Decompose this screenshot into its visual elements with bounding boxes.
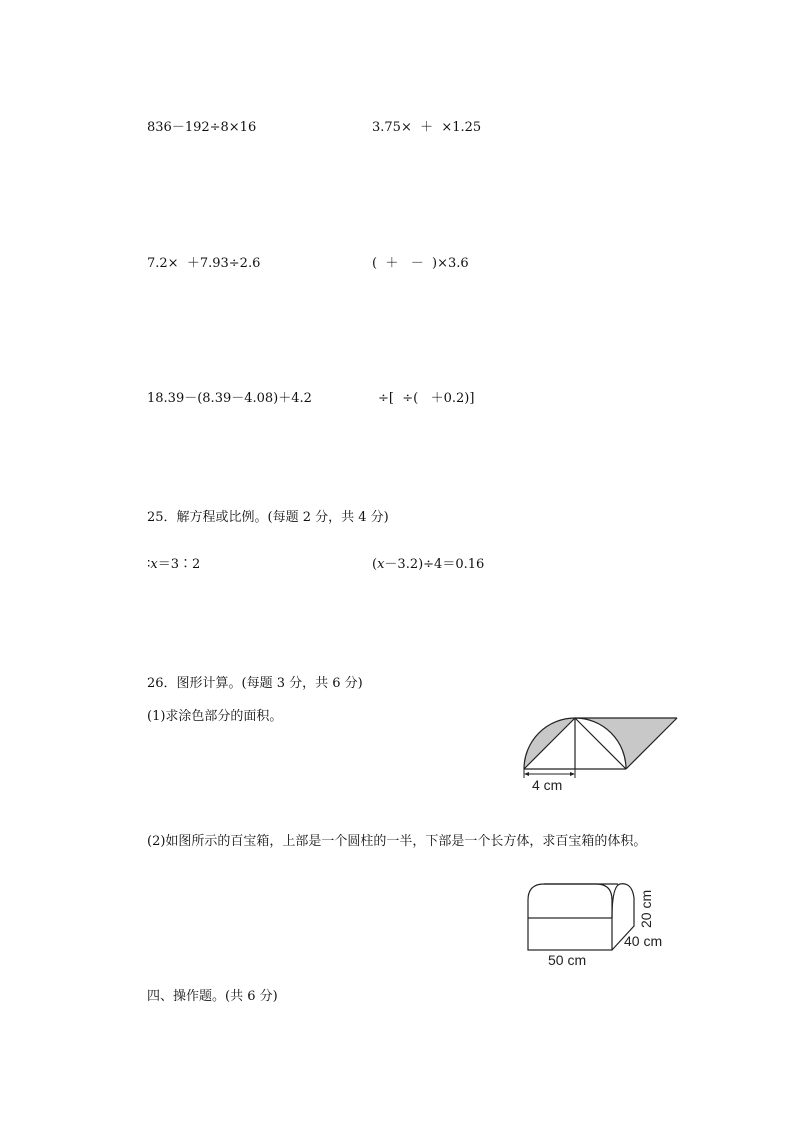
q26-title: 26．图形计算。(每题 3 分，共 6 分) — [147, 676, 363, 691]
calc-row1-left: 836－192÷8×16 — [147, 120, 257, 135]
q25-right-suffix: －3.2)÷4＝0.16 — [384, 557, 485, 572]
calc-row2-left: 7.2× ＋7.93÷2.6 — [147, 256, 261, 271]
calc-row1-right: 3.75× ＋ ×1.25 — [372, 120, 482, 135]
q25-left-equation — [147, 557, 200, 573]
q25-right-var: x — [377, 557, 385, 572]
q26-part2: (2)如图所示的百宝箱，上部是一个圆柱的一半，下部是一个长方体，求百宝箱的体积。 — [147, 834, 647, 849]
width-label: 40 cm — [624, 933, 663, 949]
dimension-arrow-right — [570, 772, 575, 776]
calc-row3-left: 18.39－(8.39－4.08)＋4.2 — [147, 391, 312, 406]
section4-title: 四、操作题。(共 6 分) — [147, 989, 278, 1004]
shaded-area-figure — [515, 712, 685, 796]
q25-right-equation — [372, 557, 484, 573]
length-label: 50 cm — [548, 952, 587, 968]
q25-left-prefix: ∶ — [147, 557, 151, 572]
box-lid-front — [528, 884, 612, 918]
box-front-face — [528, 918, 612, 950]
treasure-box-figure — [520, 876, 680, 970]
q25-left-var: x — [150, 557, 158, 572]
dimension-arrow-left — [524, 772, 529, 776]
q25-title: 25．解方程或比例。(每题 2 分，共 4 分) — [147, 510, 389, 525]
calc-row2-right: ( ＋ － )×3.6 — [372, 256, 469, 271]
height-label: 20 cm — [638, 889, 654, 928]
calc-row3-right: ÷[ ÷( ＋0.2)] — [378, 391, 475, 406]
q25-left-suffix: ＝3∶2 — [157, 557, 201, 572]
q26-part1: (1)求涂色部分的面积。 — [147, 709, 283, 724]
q25-right-prefix: ( — [372, 557, 378, 572]
dimension-label: 4 cm — [532, 777, 563, 793]
